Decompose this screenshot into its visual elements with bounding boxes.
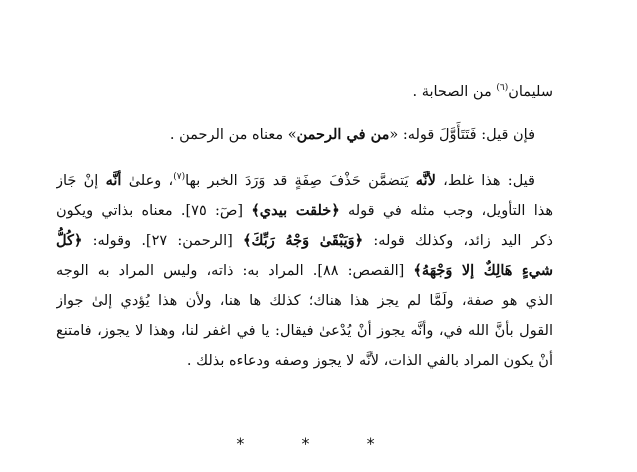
quran-quote: ﴿خلقت بيدي﴾ [251, 202, 340, 219]
paragraph-3-line-1 [56, 166, 553, 196]
text-segment: [الرحمن: ٢٧]. وقوله: [82, 233, 243, 249]
quran-quote: ﴿كُلُّ [56, 232, 83, 249]
emphasis-word: لأنَّه [415, 172, 436, 189]
text-segment: فإن قيل: [476, 127, 535, 143]
text-segment: [القصص: ٨٨]. المراد به: ذاته، وليس المراد به الوجه [56, 263, 414, 279]
text-segment: قيل: هذا غلط، [435, 173, 535, 189]
paragraph-3-line-2 [56, 196, 553, 226]
text-segment: [صٓ: ٧٥]. معناه بذاتي ويكون [56, 203, 252, 219]
quran-quote: ﴿وَيَبْقَىٰ وَجْهُ رَبِّكَ﴾ [242, 232, 364, 249]
paragraph-3-line-6: القول بأنَّ الله في، وأنَّه يجوز أنْ يُدْعىٰ فيقال: يا في اغفر لنا، وهذا لا يجوز، فامتنع [56, 323, 553, 339]
footnote-marker: (٧) [173, 172, 186, 183]
text-segment: ذكر اليد زائد، وكذلك قوله: [363, 233, 553, 249]
section-separator: * * * [236, 434, 401, 453]
paragraph-3-line-4 [56, 256, 553, 286]
paragraph-3-line-7: أنْ يكون المراد بالفي الذات، لأنَّه لا يجوز وصفه ودعاءه بذلك . [186, 353, 553, 369]
paragraph-3-line-5: الذي هو صفة، ولَمَّا لم يجز هذا هناك؛ كذلك ها هنا، ولأن هذا يُؤدي إلىٰ جواز [56, 293, 553, 309]
paragraph-3-line-3 [56, 226, 553, 256]
quran-quote: شيءٍ هَالِكٌ إلا وَجْهَهُ﴾ [413, 262, 553, 279]
text-segment: فَتَتَأَوَّلَ [438, 127, 477, 143]
text-segment: سليمان [508, 84, 553, 100]
text-segment: من الصحابة . [412, 84, 497, 100]
text-segment: إنْ جَاز [56, 173, 106, 189]
paragraph-2 [56, 120, 553, 150]
text-segment: ، وعلىٰ [121, 173, 174, 189]
text-segment: قوله: « [389, 127, 439, 143]
text-segment: هذا التأويل، وجب مثله في قوله [339, 203, 553, 219]
text-segment: » معناه من الرحمن . [169, 127, 297, 143]
paragraph-1-line-1 [56, 77, 553, 107]
paragraph-2-line-1 [56, 120, 553, 150]
footnote-marker: (٦) [496, 83, 509, 94]
paragraph-1 [56, 77, 553, 107]
emphasis-word: أنَّه [105, 172, 122, 189]
text-segment: يَتضمَّن حَذْفَ صِفَةٍ قد وَرَدَ الخبر بها [185, 173, 416, 189]
paragraph-3 [56, 166, 553, 376]
quoted-phrase: من في الرحمن [296, 126, 390, 143]
